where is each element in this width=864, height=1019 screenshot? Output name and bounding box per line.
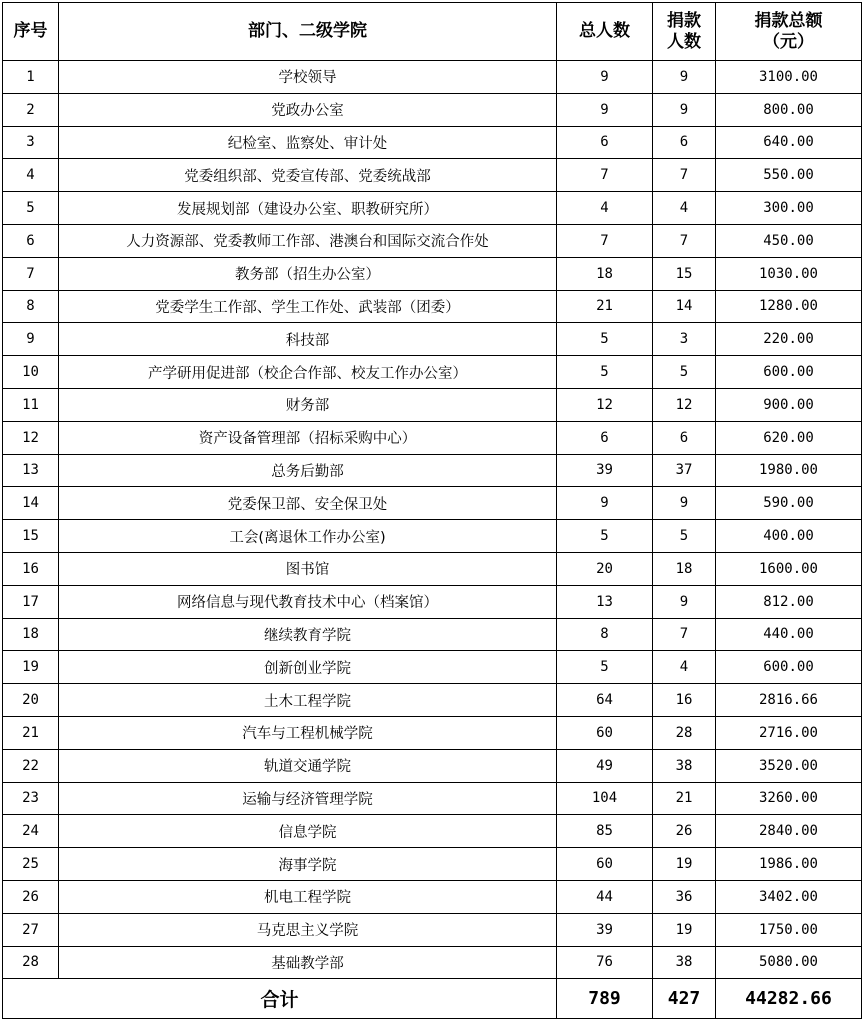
cell-total-people: 39 xyxy=(557,913,653,946)
table-footer xyxy=(3,979,862,1019)
cell-seq: 17 xyxy=(3,585,59,618)
cell-department: 汽车与工程机械学院 xyxy=(59,716,557,749)
cell-donation-amount: 590.00 xyxy=(716,487,862,520)
table-row xyxy=(3,61,862,94)
cell-donation-amount: 1600.00 xyxy=(716,552,862,585)
cell-donation-amount: 812.00 xyxy=(716,585,862,618)
header-department: 部门、二级学院 xyxy=(59,3,557,61)
cell-donation-amount: 400.00 xyxy=(716,520,862,553)
table-row xyxy=(3,224,862,257)
cell-seq: 16 xyxy=(3,552,59,585)
cell-department: 总务后勤部 xyxy=(59,454,557,487)
cell-donor-count: 4 xyxy=(653,651,716,684)
cell-seq: 4 xyxy=(3,159,59,192)
cell-donor-count: 19 xyxy=(653,848,716,881)
cell-seq: 24 xyxy=(3,815,59,848)
cell-total-people: 60 xyxy=(557,716,653,749)
total-row xyxy=(3,979,862,1019)
cell-department: 海事学院 xyxy=(59,848,557,881)
cell-donation-amount: 3520.00 xyxy=(716,749,862,782)
table-row xyxy=(3,716,862,749)
cell-donation-amount: 2840.00 xyxy=(716,815,862,848)
cell-donor-count: 7 xyxy=(653,618,716,651)
table-row xyxy=(3,913,862,946)
table-row xyxy=(3,552,862,585)
cell-seq: 5 xyxy=(3,192,59,225)
cell-department: 土木工程学院 xyxy=(59,684,557,717)
cell-department: 发展规划部（建设办公室、职教研究所） xyxy=(59,192,557,225)
cell-department: 运输与经济管理学院 xyxy=(59,782,557,815)
cell-seq: 11 xyxy=(3,388,59,421)
table-row xyxy=(3,323,862,356)
cell-seq: 19 xyxy=(3,651,59,684)
cell-donation-amount: 5080.00 xyxy=(716,946,862,979)
cell-donor-count: 12 xyxy=(653,388,716,421)
cell-seq: 2 xyxy=(3,93,59,126)
table-row xyxy=(3,946,862,979)
cell-department: 教务部（招生办公室） xyxy=(59,257,557,290)
cell-donation-amount: 600.00 xyxy=(716,356,862,389)
table-row xyxy=(3,815,862,848)
cell-total-people: 4 xyxy=(557,192,653,225)
cell-donor-count: 28 xyxy=(653,716,716,749)
table-row xyxy=(3,618,862,651)
cell-donation-amount: 620.00 xyxy=(716,421,862,454)
cell-donor-count: 37 xyxy=(653,454,716,487)
cell-donation-amount: 3260.00 xyxy=(716,782,862,815)
header-donor-count xyxy=(653,3,716,61)
table-row xyxy=(3,257,862,290)
table-row xyxy=(3,126,862,159)
cell-donor-count: 16 xyxy=(653,684,716,717)
cell-donor-count: 26 xyxy=(653,815,716,848)
cell-seq: 27 xyxy=(3,913,59,946)
cell-seq: 28 xyxy=(3,946,59,979)
cell-donation-amount: 450.00 xyxy=(716,224,862,257)
table-row xyxy=(3,880,862,913)
donation-table-container xyxy=(2,2,861,1017)
cell-seq: 15 xyxy=(3,520,59,553)
cell-seq: 13 xyxy=(3,454,59,487)
cell-donor-count: 38 xyxy=(653,749,716,782)
header-total-people: 总人数 xyxy=(557,3,653,61)
cell-department: 马克思主义学院 xyxy=(59,913,557,946)
cell-donation-amount: 440.00 xyxy=(716,618,862,651)
cell-seq: 10 xyxy=(3,356,59,389)
cell-department: 纪检室、监察处、审计处 xyxy=(59,126,557,159)
cell-total-people: 5 xyxy=(557,356,653,389)
cell-total-people: 12 xyxy=(557,388,653,421)
cell-donation-amount: 2816.66 xyxy=(716,684,862,717)
header-donation-amount xyxy=(716,3,862,61)
cell-total-people: 5 xyxy=(557,323,653,356)
cell-donor-count: 6 xyxy=(653,421,716,454)
cell-department: 图书馆 xyxy=(59,552,557,585)
cell-seq: 20 xyxy=(3,684,59,717)
cell-total-people: 44 xyxy=(557,880,653,913)
cell-seq: 22 xyxy=(3,749,59,782)
table-row xyxy=(3,290,862,323)
cell-department: 创新创业学院 xyxy=(59,651,557,684)
table-row xyxy=(3,192,862,225)
cell-donor-count: 5 xyxy=(653,520,716,553)
cell-donation-amount: 900.00 xyxy=(716,388,862,421)
table-row xyxy=(3,782,862,815)
cell-total-people: 20 xyxy=(557,552,653,585)
cell-department: 党政办公室 xyxy=(59,93,557,126)
cell-total-people: 9 xyxy=(557,487,653,520)
cell-total-people: 7 xyxy=(557,224,653,257)
cell-donor-count: 6 xyxy=(653,126,716,159)
cell-total-people: 85 xyxy=(557,815,653,848)
total-label: 合计 xyxy=(3,979,557,1019)
cell-donor-count: 5 xyxy=(653,356,716,389)
cell-department: 科技部 xyxy=(59,323,557,356)
cell-department: 党委组织部、党委宣传部、党委统战部 xyxy=(59,159,557,192)
cell-donor-count: 15 xyxy=(653,257,716,290)
cell-department: 产学研用促进部（校企合作部、校友工作办公室） xyxy=(59,356,557,389)
table-row xyxy=(3,454,862,487)
cell-donation-amount: 1030.00 xyxy=(716,257,862,290)
cell-donor-count: 9 xyxy=(653,61,716,94)
cell-donation-amount: 300.00 xyxy=(716,192,862,225)
cell-donor-count: 9 xyxy=(653,585,716,618)
cell-donation-amount: 640.00 xyxy=(716,126,862,159)
cell-total-people: 7 xyxy=(557,159,653,192)
cell-donor-count: 36 xyxy=(653,880,716,913)
header-seq: 序号 xyxy=(3,3,59,61)
cell-donation-amount: 600.00 xyxy=(716,651,862,684)
cell-seq: 12 xyxy=(3,421,59,454)
header-donation-amount-line2: （元） xyxy=(763,31,814,52)
header-row xyxy=(3,3,862,61)
cell-donor-count: 4 xyxy=(653,192,716,225)
table-body xyxy=(3,61,862,979)
cell-department: 基础教学部 xyxy=(59,946,557,979)
cell-department: 信息学院 xyxy=(59,815,557,848)
cell-seq: 26 xyxy=(3,880,59,913)
cell-donation-amount: 550.00 xyxy=(716,159,862,192)
cell-department: 财务部 xyxy=(59,388,557,421)
cell-total-people: 76 xyxy=(557,946,653,979)
total-people-sum: 789 xyxy=(557,979,653,1019)
cell-department: 机电工程学院 xyxy=(59,880,557,913)
cell-total-people: 64 xyxy=(557,684,653,717)
cell-total-people: 5 xyxy=(557,520,653,553)
cell-donation-amount: 1280.00 xyxy=(716,290,862,323)
table-row xyxy=(3,356,862,389)
cell-donation-amount: 2716.00 xyxy=(716,716,862,749)
cell-donor-count: 7 xyxy=(653,224,716,257)
cell-total-people: 9 xyxy=(557,61,653,94)
cell-seq: 23 xyxy=(3,782,59,815)
cell-total-people: 13 xyxy=(557,585,653,618)
header-donor-count-line2: 人数 xyxy=(667,31,701,52)
table-row xyxy=(3,749,862,782)
cell-total-people: 9 xyxy=(557,93,653,126)
cell-donation-amount: 1750.00 xyxy=(716,913,862,946)
table-row xyxy=(3,93,862,126)
cell-department: 资产设备管理部（招标采购中心） xyxy=(59,421,557,454)
cell-donor-count: 9 xyxy=(653,487,716,520)
total-amount-sum: 44282.66 xyxy=(716,979,862,1019)
cell-donor-count: 7 xyxy=(653,159,716,192)
table-header xyxy=(3,3,862,61)
cell-seq: 6 xyxy=(3,224,59,257)
cell-seq: 9 xyxy=(3,323,59,356)
cell-donor-count: 38 xyxy=(653,946,716,979)
cell-department: 轨道交通学院 xyxy=(59,749,557,782)
cell-donation-amount: 800.00 xyxy=(716,93,862,126)
cell-total-people: 18 xyxy=(557,257,653,290)
table-row xyxy=(3,684,862,717)
cell-seq: 7 xyxy=(3,257,59,290)
cell-donor-count: 14 xyxy=(653,290,716,323)
table-row xyxy=(3,421,862,454)
donation-summary-table xyxy=(2,2,862,1019)
cell-seq: 3 xyxy=(3,126,59,159)
cell-total-people: 6 xyxy=(557,126,653,159)
cell-total-people: 60 xyxy=(557,848,653,881)
cell-department: 党委学生工作部、学生工作处、武装部（团委） xyxy=(59,290,557,323)
table-row xyxy=(3,585,862,618)
cell-department: 工会(离退休工作办公室) xyxy=(59,520,557,553)
table-row xyxy=(3,651,862,684)
cell-seq: 1 xyxy=(3,61,59,94)
table-row xyxy=(3,520,862,553)
cell-total-people: 49 xyxy=(557,749,653,782)
cell-total-people: 6 xyxy=(557,421,653,454)
cell-department: 网络信息与现代教育技术中心（档案馆） xyxy=(59,585,557,618)
table-row xyxy=(3,487,862,520)
cell-donation-amount: 3100.00 xyxy=(716,61,862,94)
table-row xyxy=(3,159,862,192)
cell-total-people: 104 xyxy=(557,782,653,815)
cell-total-people: 39 xyxy=(557,454,653,487)
cell-donor-count: 19 xyxy=(653,913,716,946)
header-donation-amount-line1: 捐款总额 xyxy=(754,10,823,31)
cell-donor-count: 18 xyxy=(653,552,716,585)
cell-department: 人力资源部、党委教师工作部、港澳台和国际交流合作处 xyxy=(59,224,557,257)
cell-donation-amount: 220.00 xyxy=(716,323,862,356)
cell-seq: 8 xyxy=(3,290,59,323)
cell-seq: 18 xyxy=(3,618,59,651)
cell-total-people: 5 xyxy=(557,651,653,684)
cell-donation-amount: 1980.00 xyxy=(716,454,862,487)
table-row xyxy=(3,848,862,881)
cell-department: 继续教育学院 xyxy=(59,618,557,651)
cell-donor-count: 3 xyxy=(653,323,716,356)
cell-donation-amount: 3402.00 xyxy=(716,880,862,913)
cell-department: 学校领导 xyxy=(59,61,557,94)
total-donors-sum: 427 xyxy=(653,979,716,1019)
cell-donor-count: 9 xyxy=(653,93,716,126)
cell-seq: 14 xyxy=(3,487,59,520)
cell-donor-count: 21 xyxy=(653,782,716,815)
cell-total-people: 8 xyxy=(557,618,653,651)
cell-donation-amount: 1986.00 xyxy=(716,848,862,881)
cell-total-people: 21 xyxy=(557,290,653,323)
table-row xyxy=(3,388,862,421)
cell-department: 党委保卫部、安全保卫处 xyxy=(59,487,557,520)
cell-seq: 25 xyxy=(3,848,59,881)
header-donor-count-line1: 捐款 xyxy=(667,10,701,31)
cell-seq: 21 xyxy=(3,716,59,749)
